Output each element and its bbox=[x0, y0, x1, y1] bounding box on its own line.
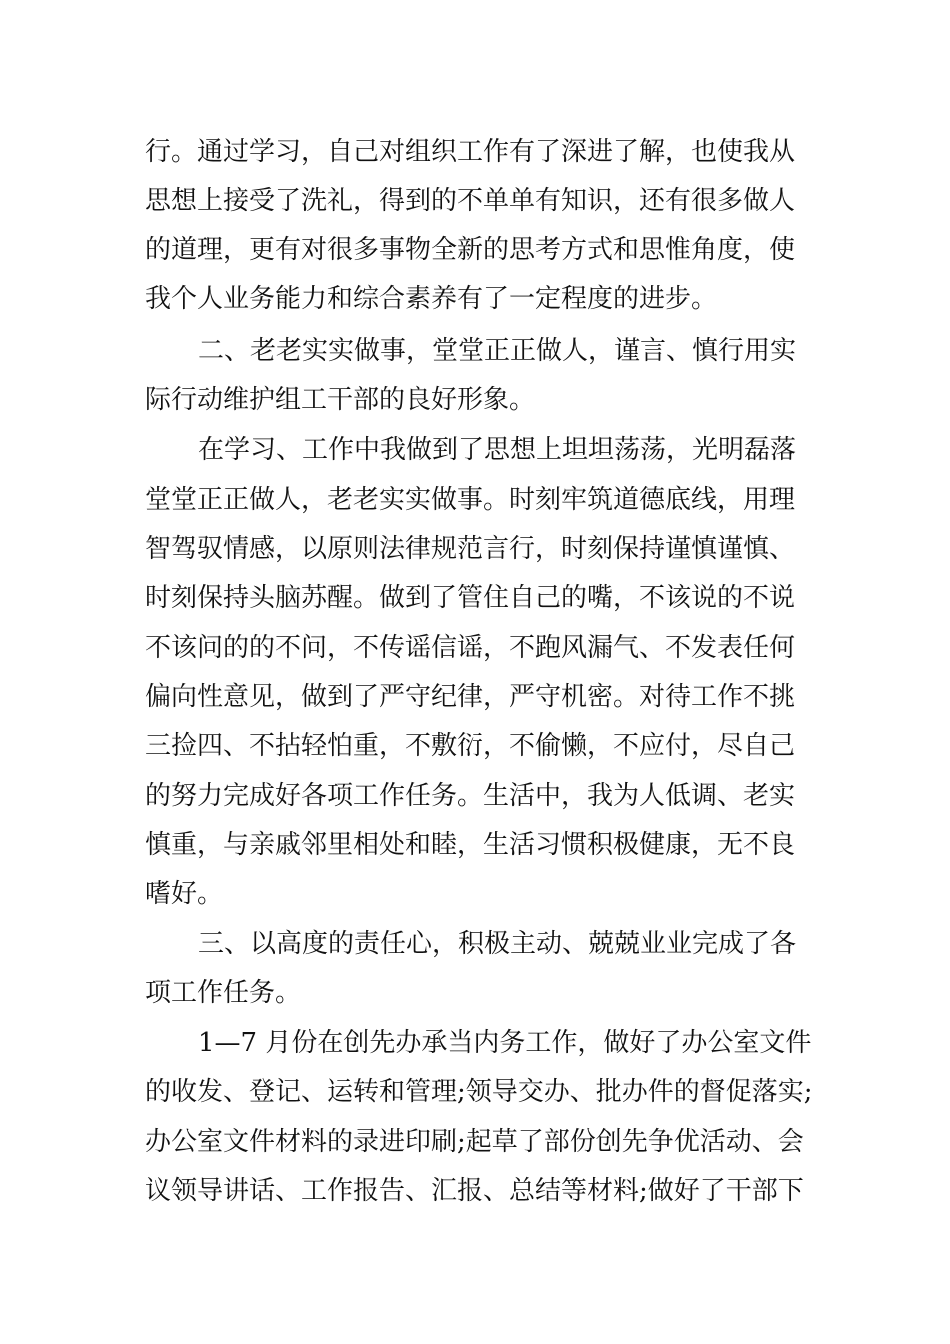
paragraph-line: 的收发、登记、运转和管理;领导交办、批办件的督促落实; bbox=[145, 1077, 813, 1107]
paragraph-line: 嗜好。 bbox=[145, 879, 224, 909]
paragraph-line: 思想上接受了洗礼，得到的不单单有知识，还有很多做人 bbox=[145, 186, 796, 216]
section-heading-line: 三、以高度的责任心，积极主动、兢兢业业完成了各 bbox=[198, 929, 797, 959]
paragraph-line: 时刻保持头脑苏醒。做到了管住自己的嘴，不该说的不说 bbox=[145, 583, 796, 613]
paragraph-line: 的努力完成好各项工作任务。生活中，我为人低调、老实 bbox=[145, 781, 796, 811]
paragraph-line: 三捡四、不拈轻怕重，不敷衍，不偷懒，不应付，尽自己 bbox=[145, 731, 796, 761]
section-heading-line: 二、老老实实做事，堂堂正正做人，谨言、慎行用实 bbox=[198, 336, 797, 366]
paragraph-line: 智驾驭情感，以原则法律规范言行，时刻保持谨慎谨慎、 bbox=[145, 534, 796, 564]
section-heading-line: 际行动维护组工干部的良好形象。 bbox=[145, 385, 536, 415]
section-heading-line: 项工作任务。 bbox=[145, 978, 302, 1008]
paragraph-line: 行。通过学习，自己对组织工作有了深进了解，也使我从 bbox=[145, 137, 796, 167]
paragraph-line: 不该问的的不问，不传谣信谣，不跑风漏气、不发表任何 bbox=[145, 633, 796, 663]
paragraph-line: 1—7 月份在创先办承当内务工作，做好了办公室文件 bbox=[198, 1028, 812, 1058]
paragraph-line: 偏向性意见，做到了严守纪律，严守机密。对待工作不挑 bbox=[145, 682, 796, 712]
paragraph-line: 慎重，与亲戚邻里相处和睦，生活习惯积极健康，无不良 bbox=[145, 830, 796, 860]
paragraph-line: 办公室文件材料的录进印刷;起草了部份创先争优活动、会 bbox=[145, 1127, 804, 1157]
paragraph-line: 在学习、工作中我做到了思想上坦坦荡荡，光明磊落 bbox=[198, 435, 797, 465]
paragraph-line: 堂堂正正做人，老老实实做事。时刻牢筑道德底线，用理 bbox=[145, 485, 796, 515]
paragraph-line: 议领导讲话、工作报告、汇报、总结等材料;做好了干部下 bbox=[145, 1176, 804, 1206]
paragraph-line: 的道理，更有对很多事物全新的思考方式和思惟角度，使 bbox=[145, 235, 796, 265]
paragraph-line: 我个人业务能力和综合素养有了一定程度的进步。 bbox=[145, 284, 718, 314]
